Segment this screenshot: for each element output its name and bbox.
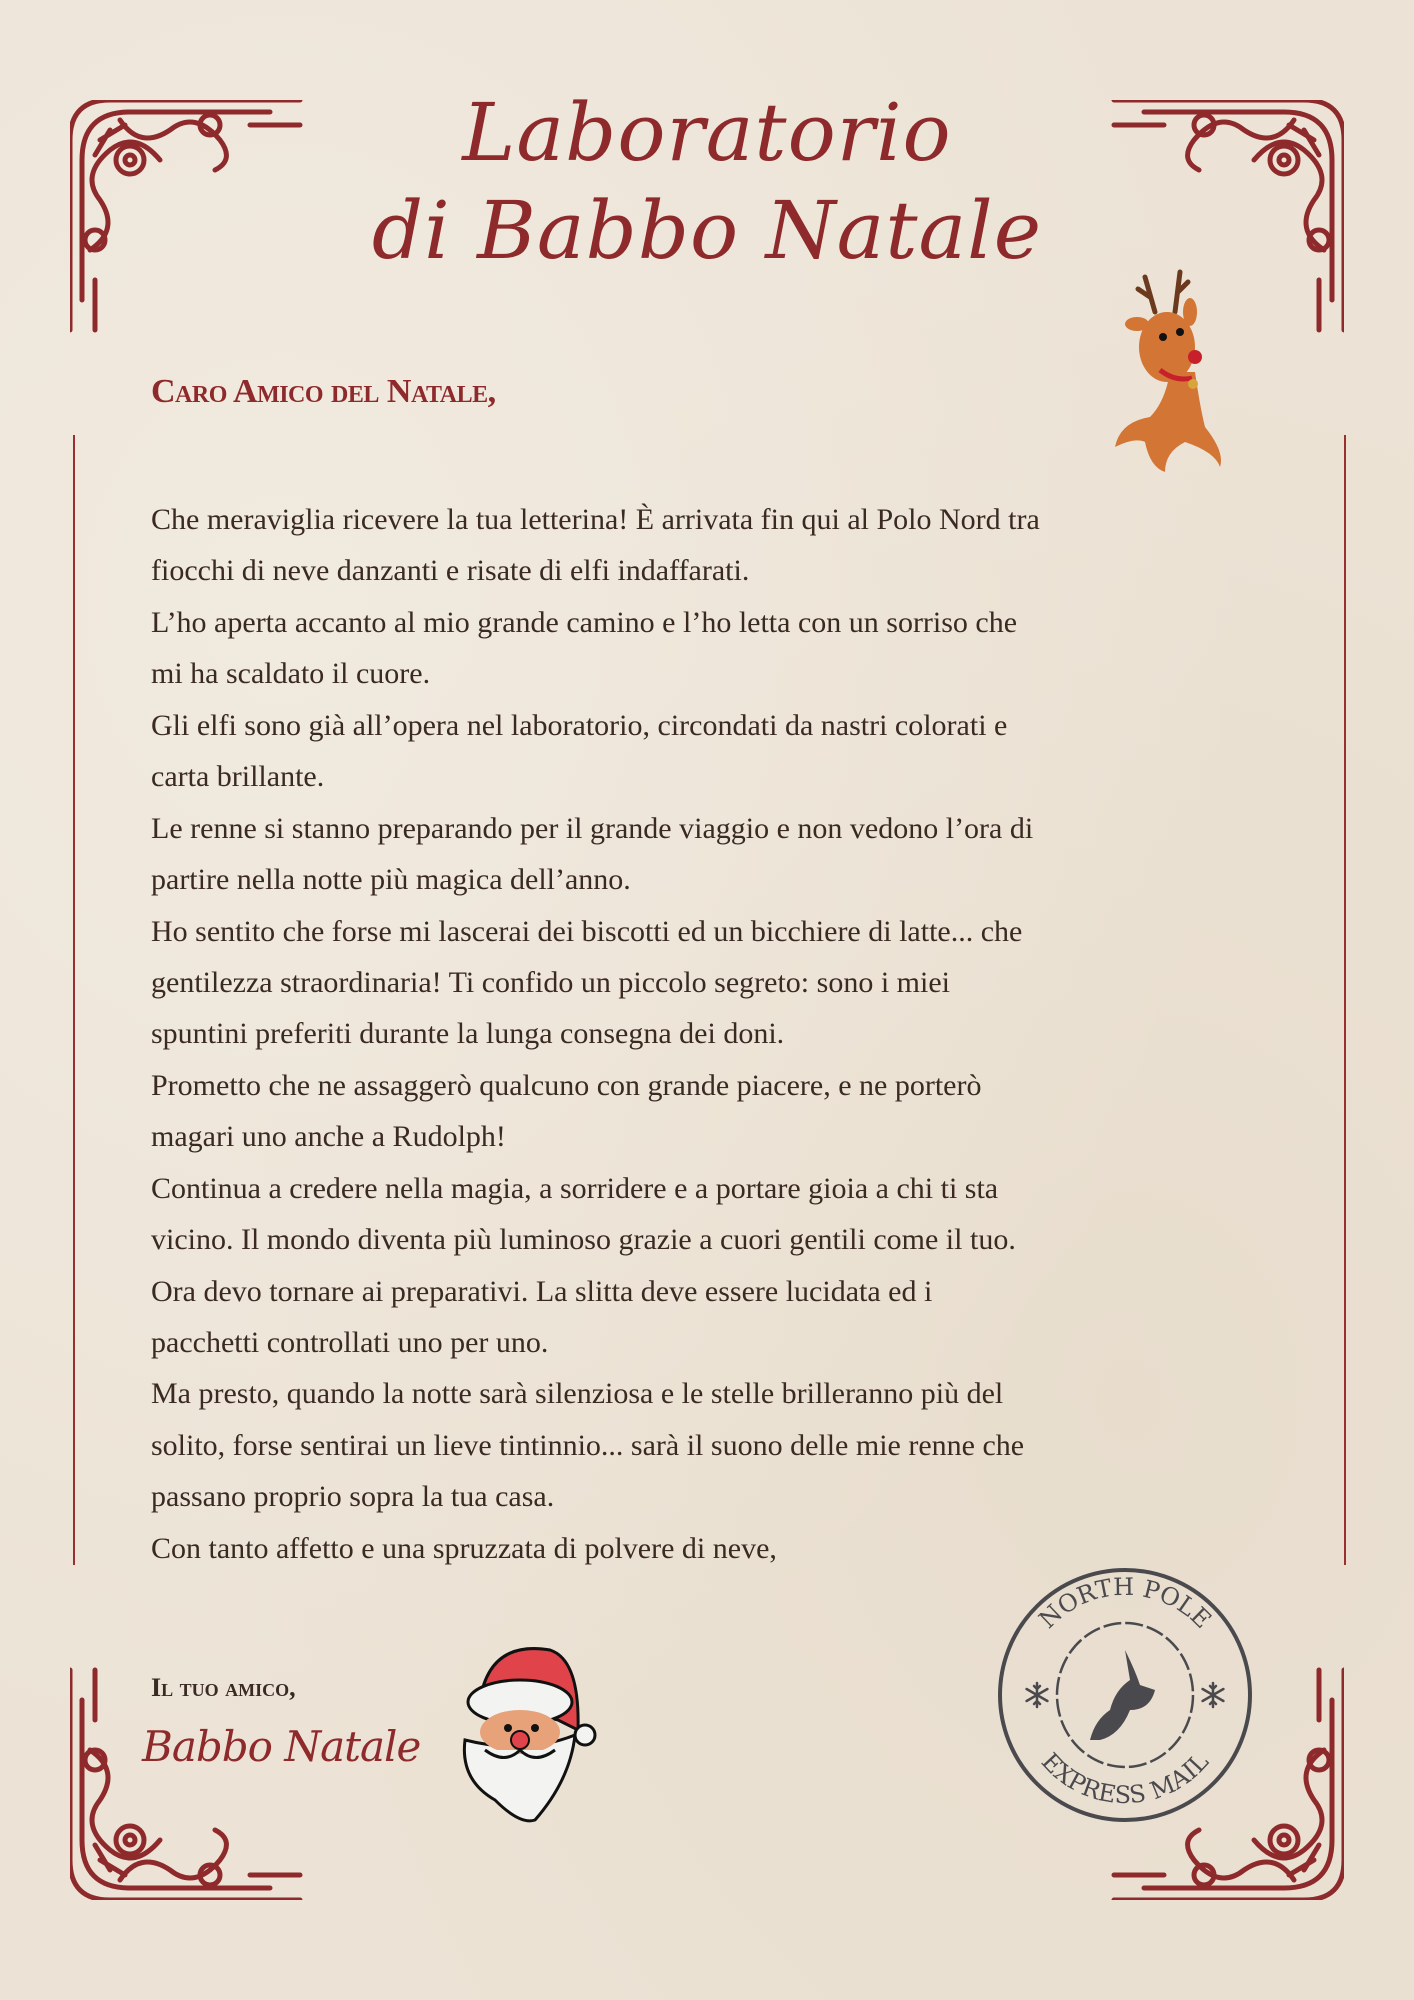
letter-body: [151, 494, 1040, 1574]
border-line-left: [73, 435, 75, 1565]
greeting: Caro Amico del Natale,: [151, 373, 496, 410]
title-line-2: di Babbo Natale: [371, 184, 1043, 277]
letter-line: Prometto che ne assaggerò qualcuno con grande piacere, e ne porterò: [151, 1068, 982, 1102]
letter-line: spuntini preferiti durante la lunga consegna dei doni.: [151, 1017, 785, 1051]
letter-line: pacchetti controllati uno per uno.: [151, 1326, 549, 1359]
letter-line: partire nella notte più magica dell’anno.: [151, 863, 631, 897]
svg-text:NORTH POLE: [1034, 1573, 1217, 1634]
letter-line: carta brillante.: [151, 760, 325, 794]
title-line-1: Laboratorio: [462, 86, 952, 179]
letter-line: gentilezza straordinaria! Ti confido un piccolo segreto: sono i miei: [151, 965, 950, 999]
stamp-bottom-text: EXPRESS MAIL: [1035, 1747, 1215, 1810]
closing-salutation: Il tuo amico,: [151, 1673, 296, 1702]
letter-line: fiocchi di neve danzanti e risate di elfi indaffarati.: [151, 554, 750, 588]
letter-line: Gli elfi sono già all’opera nel laboratorio, circondati da nastri colorati e: [151, 708, 1008, 742]
letter-line: vicino. Il mondo diventa più luminoso grazie a cuori gentili come il tuo.: [151, 1223, 1016, 1257]
stamp-top-text: NORTH POLE: [1033, 1572, 1217, 1634]
letter-line: Con tanto affetto e una spruzzata di polvere di neve,: [151, 1531, 777, 1565]
svg-text:EXPRESS MAIL: [1036, 1747, 1214, 1809]
border-line-right: [1344, 435, 1346, 1565]
north-pole-postmark-stamp: [995, 1565, 1255, 1825]
letter-line: Che meraviglia ricevere la tua letterina! È arrivata fin qui al Polo Nord tra: [151, 503, 1040, 536]
letter-line: passano proprio sopra la tua casa.: [151, 1480, 555, 1514]
letter-line: L’ho aperta accanto al mio grande camino e l’ho letta con un sorriso che: [151, 605, 1018, 639]
letter-line: Ma presto, quando la notte sarà silenziosa e le stelle brilleranno più del: [151, 1377, 1004, 1411]
letter-line: mi ha scaldato il cuore.: [151, 657, 431, 691]
signature: Babbo Natale: [142, 1722, 421, 1771]
letter-line: Le renne si stanno preparando per il grande viaggio e non vedono l’ora di: [151, 811, 1034, 845]
santa-face-illustration: [450, 1640, 600, 1825]
letter-line: Continua a credere nella magia, a sorridere e a portare gioia a chi ti sta: [151, 1171, 999, 1205]
snowflake-icon: [1027, 1683, 1048, 1707]
letter-line: Ho sentito che forse mi lascerai dei biscotti ed un bicchiere di latte... che: [151, 914, 1023, 948]
letter-line: solito, forse sentirai un lieve tintinnio... sarà il suono delle mie renne che: [151, 1428, 1025, 1462]
reindeer-illustration: [1095, 262, 1255, 482]
letter-line: Ora devo tornare ai preparativi. La slitta deve essere lucidata ed i: [151, 1274, 933, 1308]
letter-line: magari uno anche a Rudolph!: [151, 1120, 506, 1154]
snowflake-icon: [1203, 1683, 1224, 1707]
